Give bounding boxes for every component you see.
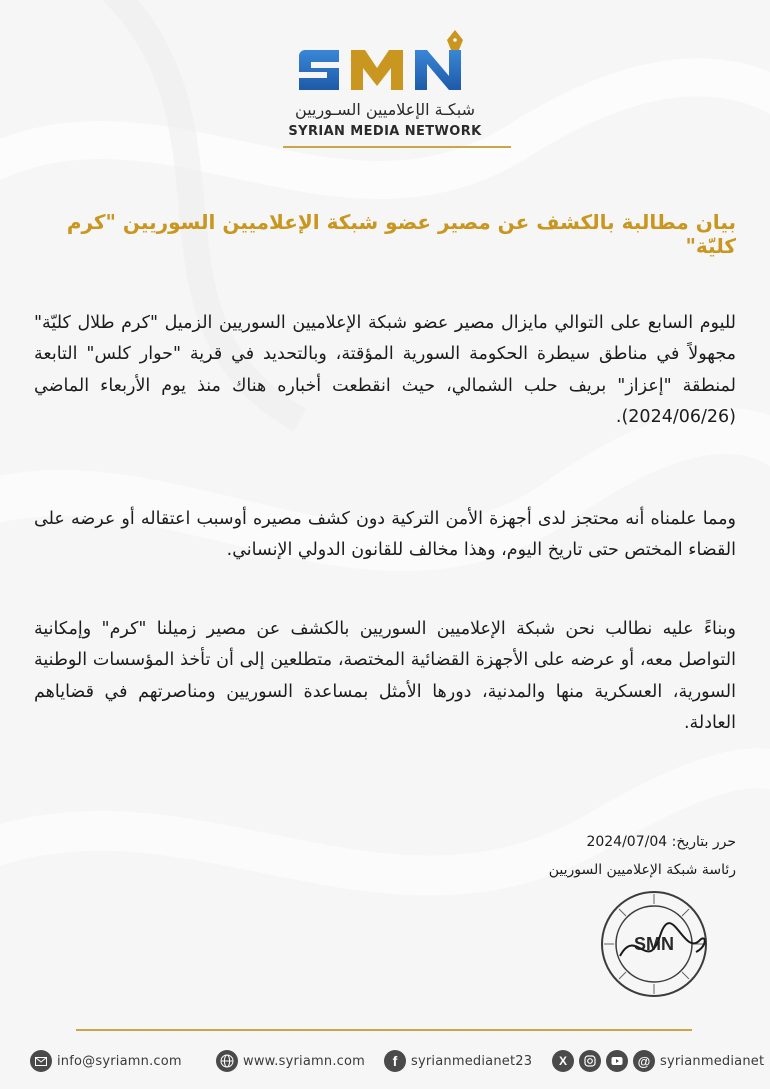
footer-email[interactable] <box>30 1048 182 1074</box>
footer <box>0 1048 770 1074</box>
official-stamp <box>596 886 712 1002</box>
brand-name-arabic: شبكـة الإعلاميين السـوريين <box>295 100 475 119</box>
paragraph-2: ومما علمناه أنه محتجز لدى أجهزة الأمن التركية دون كشف مصيره أوسبب اعتقاله أو عرضه على القضاء المختص حتى تاريخ اليوم، وهذا مخالف للقانون الدولي الإنساني. <box>34 508 736 560</box>
paragraph-1: لليوم السابع على التوالي مايزال مصير عضو شبكة الإعلاميين السوريين الزميل "كرم طلال كليّة" مجهولاً في مناطق سيطرة الحكومة السورية المؤقتة، وبالتحديد في قرية "حوار كلس" التابعة لمنطقة "إعزاز" بريف حلب الشمالي، حيث انقطعت أخباره هناك منذ يوم الأربعاء الماضي (2024/06/26). <box>34 312 736 427</box>
threads-icon[interactable]: @ <box>633 1050 655 1072</box>
footer-socials <box>552 1048 764 1074</box>
header-divider <box>283 146 511 148</box>
socials-text: syrianmedianet <box>660 1053 765 1069</box>
issue-date: حرر بتاريخ: 2024/07/04 <box>586 834 736 850</box>
stamp-logo-text: SMN <box>634 934 674 954</box>
website-text: www.syriamn.com <box>243 1053 366 1069</box>
facebook-text: syrianmedianet23 <box>411 1053 533 1069</box>
footer-divider <box>76 1029 692 1031</box>
paragraph-3: وبناءً عليه نطالب نحن شبكة الإعلاميين السوريين بالكشف عن مصير زميلنا "كرم" وإمكانية التواصل معه، أو عرضه على الأجهزة القضائية المختصة، متطلعين إلى أن تأخذ المؤسسات الوطنية السورية، العسكرية منها والمدنية، دورها الأمثل بمساعدة السوريين ومناصرتهم في قضاياهم العادلة. <box>34 618 736 733</box>
statement-title: بيان مطالبة بالكشف عن مصير عضو شبكة الإعلاميين السوريين "كرم كليّة" <box>66 210 736 258</box>
brand-name-english: SYRIAN MEDIA NETWORK <box>288 124 482 139</box>
facebook-icon: f <box>384 1050 406 1072</box>
smn-logo-mark <box>285 26 485 104</box>
email-text: info@syriamn.com <box>57 1053 182 1069</box>
x-icon[interactable]: X <box>552 1050 574 1072</box>
email-icon <box>30 1050 52 1072</box>
youtube-icon[interactable] <box>606 1050 628 1072</box>
instagram-icon[interactable] <box>579 1050 601 1072</box>
globe-icon <box>216 1050 238 1072</box>
logo <box>0 26 770 104</box>
footer-website[interactable] <box>216 1048 365 1074</box>
footer-facebook[interactable] <box>384 1048 532 1074</box>
issuer-line: رئاسة شبكة الإعلاميين السوريين <box>548 862 736 878</box>
